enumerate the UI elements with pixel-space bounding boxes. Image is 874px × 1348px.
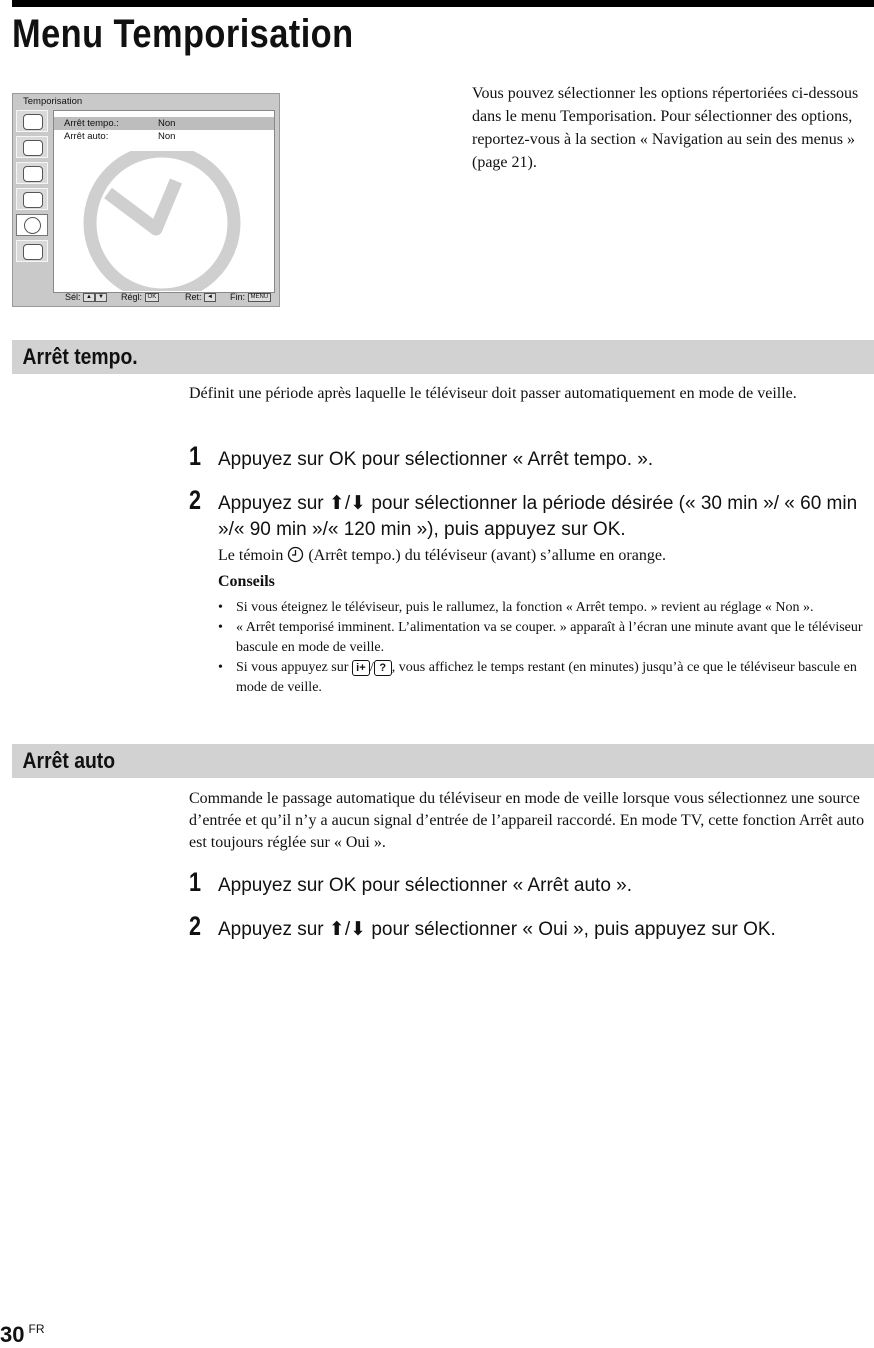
step-1	[189, 441, 869, 473]
up-down-arrows-icon: ⬆/⬇	[328, 493, 367, 514]
sleep-timer-led-icon	[287, 546, 304, 563]
clock-watermark-icon	[78, 151, 248, 291]
setup-tab-icon	[16, 240, 48, 262]
osd-footer-select-label: Sél:	[65, 292, 81, 302]
step-text: Appuyez sur OK pour sélectionner « Arrêt auto ».	[218, 875, 633, 896]
osd-menu-tabs	[16, 110, 52, 266]
left-key-icon: ◄	[204, 293, 216, 302]
step-text-start: Appuyez sur	[218, 919, 324, 940]
section-heading-sleep-timer	[12, 340, 874, 374]
step-number: 2	[189, 485, 202, 515]
indicator-note-start: Le témoin	[218, 547, 284, 564]
step-number: 1	[189, 867, 202, 897]
indicator-note-end: (Arrêt tempo.) du téléviseur (avant) s’allume en orange.	[308, 547, 666, 564]
down-key-icon: ▼	[95, 293, 107, 302]
section-description: Définit une période après laquelle le téléviseur doit passer automatiquement en mode de veille.	[189, 385, 797, 402]
features-tab-icon	[16, 188, 48, 210]
intro-paragraph: Vous pouvez sélectionner les options répertoriées ci-dessous dans le menu Temporisation. Pour sélectionner des options, reportez-vous à la section « Navigation au sein des menus » (page 21).	[472, 85, 859, 171]
step-2	[189, 485, 869, 543]
step-text: Appuyez sur OK pour sélectionner « Arrêt tempo. ».	[218, 449, 654, 470]
ok-key-icon: OK	[145, 293, 160, 302]
osd-footer	[13, 292, 279, 305]
tip-item: • Si vous appuyez sur i+ / ? , vous affichez le temps restant (en minutes) jusqu’à ce que le téléviseur bascule en mode de veille.	[218, 658, 872, 698]
osd-footer-set-label: Régl:	[121, 292, 143, 302]
tips-list	[218, 598, 872, 698]
tip-item: • « Arrêt temporisé imminent. L’alimentation va se couper. » apparaît à l’écran une minute avant que le téléviseur bascule en mode de veille.	[218, 618, 872, 658]
help-button-icon: ?	[374, 660, 392, 676]
timer-menu-screenshot	[12, 93, 280, 307]
osd-menu-title: Temporisation	[23, 96, 83, 107]
osd-footer-exit-label: Fin:	[230, 292, 246, 302]
tips-heading: Conseils	[218, 573, 275, 590]
osd-footer-return	[185, 292, 216, 302]
osd-row-value: Non	[158, 131, 176, 142]
osd-row-label: Arrêt auto:	[64, 131, 109, 142]
osd-row-label: Arrêt tempo.:	[64, 118, 119, 129]
section-heading-auto-off	[12, 744, 874, 778]
timer-tab-icon	[16, 214, 48, 236]
tip-text-start: Si vous appuyez sur	[236, 660, 349, 675]
step-text-end: pour sélectionner « Oui », puis appuyez sur OK.	[371, 919, 776, 940]
osd-footer-return-label: Ret:	[185, 292, 202, 302]
up-key-icon: ▲	[83, 293, 95, 302]
indicator-note	[218, 545, 872, 567]
sound-tab-icon	[16, 136, 48, 158]
menu-key-icon: MENU	[248, 293, 272, 302]
top-rule	[12, 0, 874, 7]
page-title: Menu Temporisation	[12, 12, 354, 56]
section-heading-text: Arrêt tempo.	[22, 344, 138, 369]
step-2	[189, 911, 869, 943]
step-text	[218, 491, 869, 543]
step-number: 2	[189, 911, 202, 941]
step-text-end: pour sélectionner la période désirée (« 30 min »/ « 60 min »/« 90 min »/« 120 min »), puis appuyez sur OK.	[218, 493, 858, 540]
tip-item: • Si vous éteignez le téléviseur, puis le rallumez, la fonction « Arrêt tempo. » revient au réglage « Non ».	[218, 598, 872, 618]
osd-row-auto-off	[54, 130, 274, 143]
language-code: FR	[28, 1322, 45, 1336]
step-1	[189, 867, 869, 899]
section-description: Commande le passage automatique du téléviseur en mode de veille lorsque vous sélectionnez une source d’entrée et qu’il n’y a aucun signal d’entrée de l’appareil raccordé. En mode TV, cette fonction Arrêt auto est toujours réglée sur « Oui ».	[189, 790, 865, 851]
page-footer	[0, 1322, 44, 1348]
osd-row-value: Non	[158, 118, 176, 129]
page-number: 30	[0, 1322, 25, 1347]
step-number: 1	[189, 441, 202, 471]
picture-tab-icon	[16, 110, 48, 132]
screen-tab-icon	[16, 162, 48, 184]
up-down-arrows-icon: ⬆/⬇	[328, 919, 367, 940]
osd-menu-panel	[53, 110, 275, 293]
step-text	[218, 917, 869, 943]
osd-footer-select	[65, 292, 107, 302]
tip-text-end: , vous affichez le temps restant (en minutes) jusqu’à ce que le téléviseur bascule en mode de veille.	[236, 660, 857, 695]
info-button-icon: i+	[352, 660, 370, 676]
section-heading-text: Arrêt auto	[22, 748, 116, 773]
osd-footer-exit	[230, 292, 271, 302]
osd-row-sleep-timer	[54, 117, 274, 130]
osd-footer-set	[121, 292, 159, 302]
step-text-start: Appuyez sur	[218, 493, 324, 514]
